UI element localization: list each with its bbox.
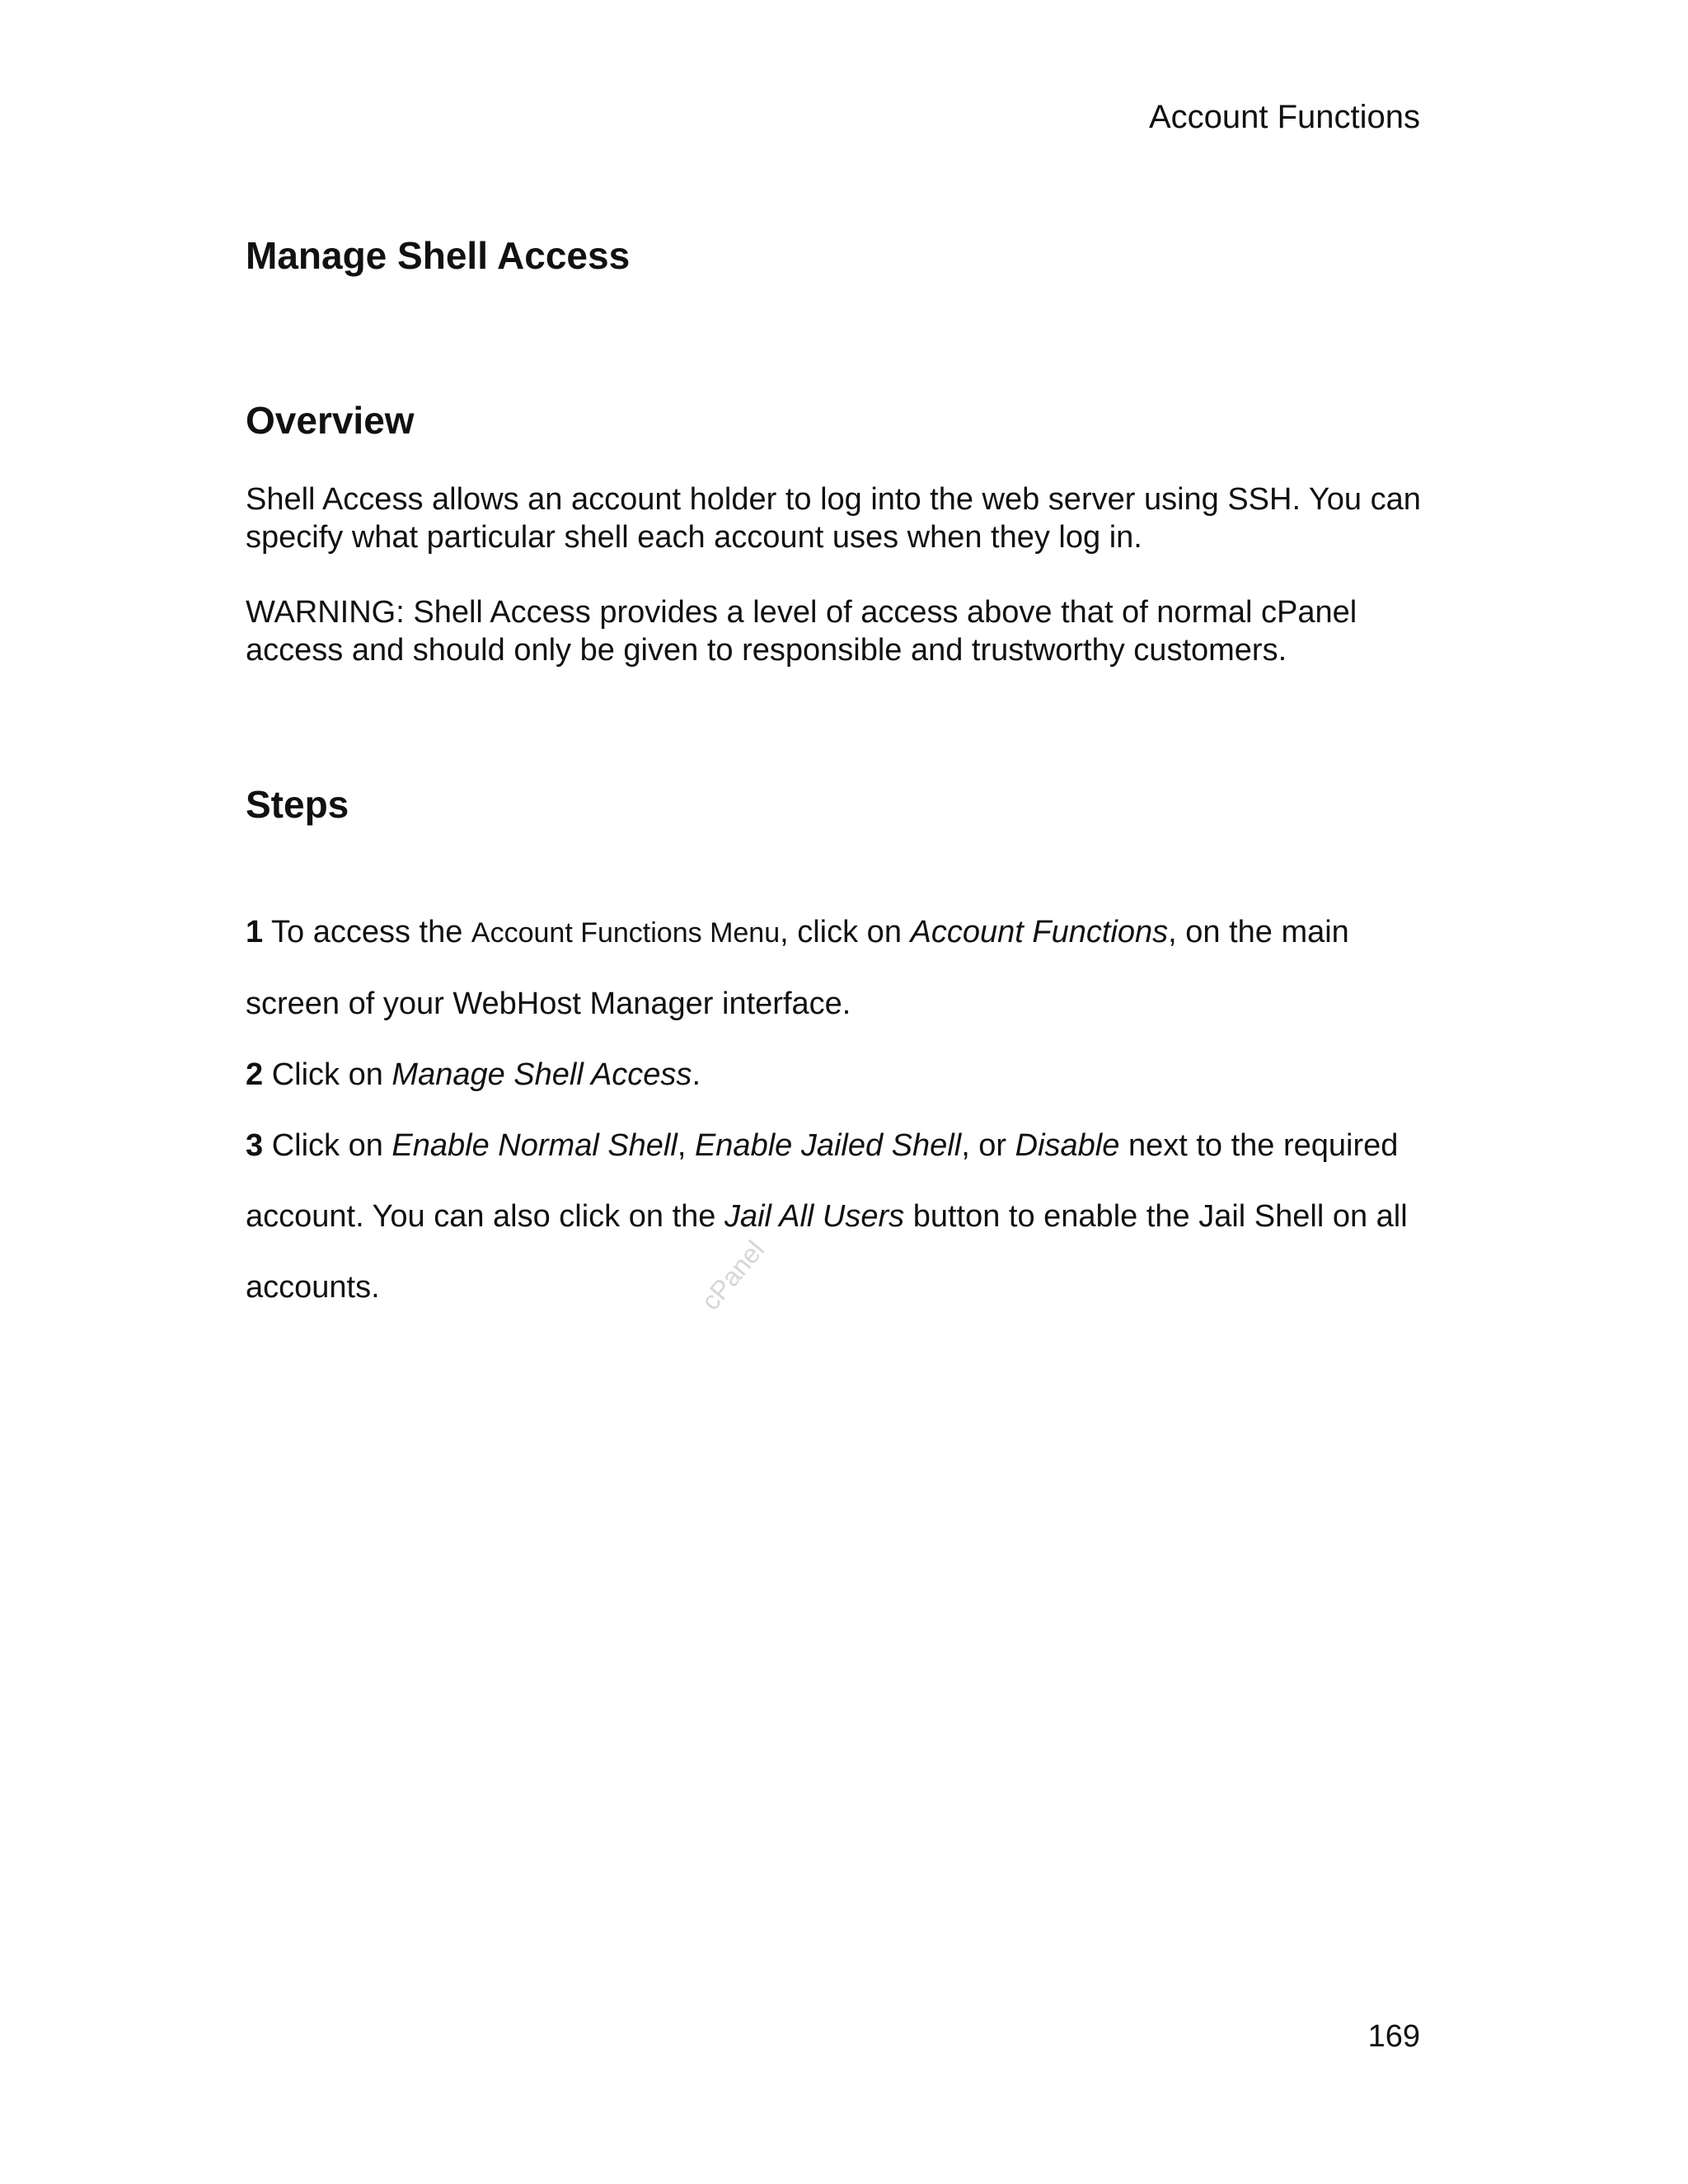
step-text: , <box>677 1128 695 1163</box>
step-3 <box>246 1110 1432 1323</box>
step-text: , or <box>961 1128 1015 1163</box>
step-emphasis: Enable Jailed Shell <box>694 1128 962 1163</box>
step-text: , on the main screen of your WebHost Manager interface. <box>246 915 1349 1021</box>
step-text: , click on <box>780 915 911 949</box>
warning-paragraph: WARNING: Shell Access provides a level of access above that of normal cPanel access and should only be given to responsible and trustworthy customers. <box>246 595 1357 668</box>
cpanel-watermark: cPanel <box>695 1235 771 1316</box>
step-emphasis: Disable <box>1015 1128 1120 1163</box>
step-number: 2 <box>246 1057 264 1092</box>
step-text: To access the <box>263 915 471 949</box>
step-text: Click on <box>263 1128 392 1163</box>
page-title: Manage Shell Access <box>246 234 631 277</box>
step-emphasis: Account Functions <box>910 915 1169 949</box>
step-emphasis: Jail All Users <box>724 1199 905 1234</box>
page-number: 169 <box>1367 2019 1420 2054</box>
step-menu-name: Account Functions Menu <box>471 917 781 949</box>
running-header: Account Functions <box>1148 99 1420 135</box>
step-text: Click on <box>263 1057 392 1092</box>
step-number: 3 <box>246 1128 264 1163</box>
step-2 <box>246 1039 1432 1110</box>
overview-paragraph: Shell Access allows an account holder to log into the web server using SSH. You can specify what particular shell each account uses when they log in. <box>246 482 1421 555</box>
step-number: 1 <box>246 915 264 949</box>
step-text: button to enable the Jail Shell on all accounts. <box>246 1199 1408 1305</box>
step-emphasis: Enable Normal Shell <box>392 1128 678 1163</box>
step-1 <box>246 897 1432 1039</box>
step-emphasis: Manage Shell Access <box>392 1057 692 1092</box>
steps-heading: Steps <box>246 783 349 826</box>
steps-list <box>246 897 1432 1323</box>
step-text: . <box>692 1057 701 1092</box>
step-text: next to the required account. You can also click on the <box>246 1128 1399 1234</box>
overview-heading: Overview <box>246 399 415 442</box>
